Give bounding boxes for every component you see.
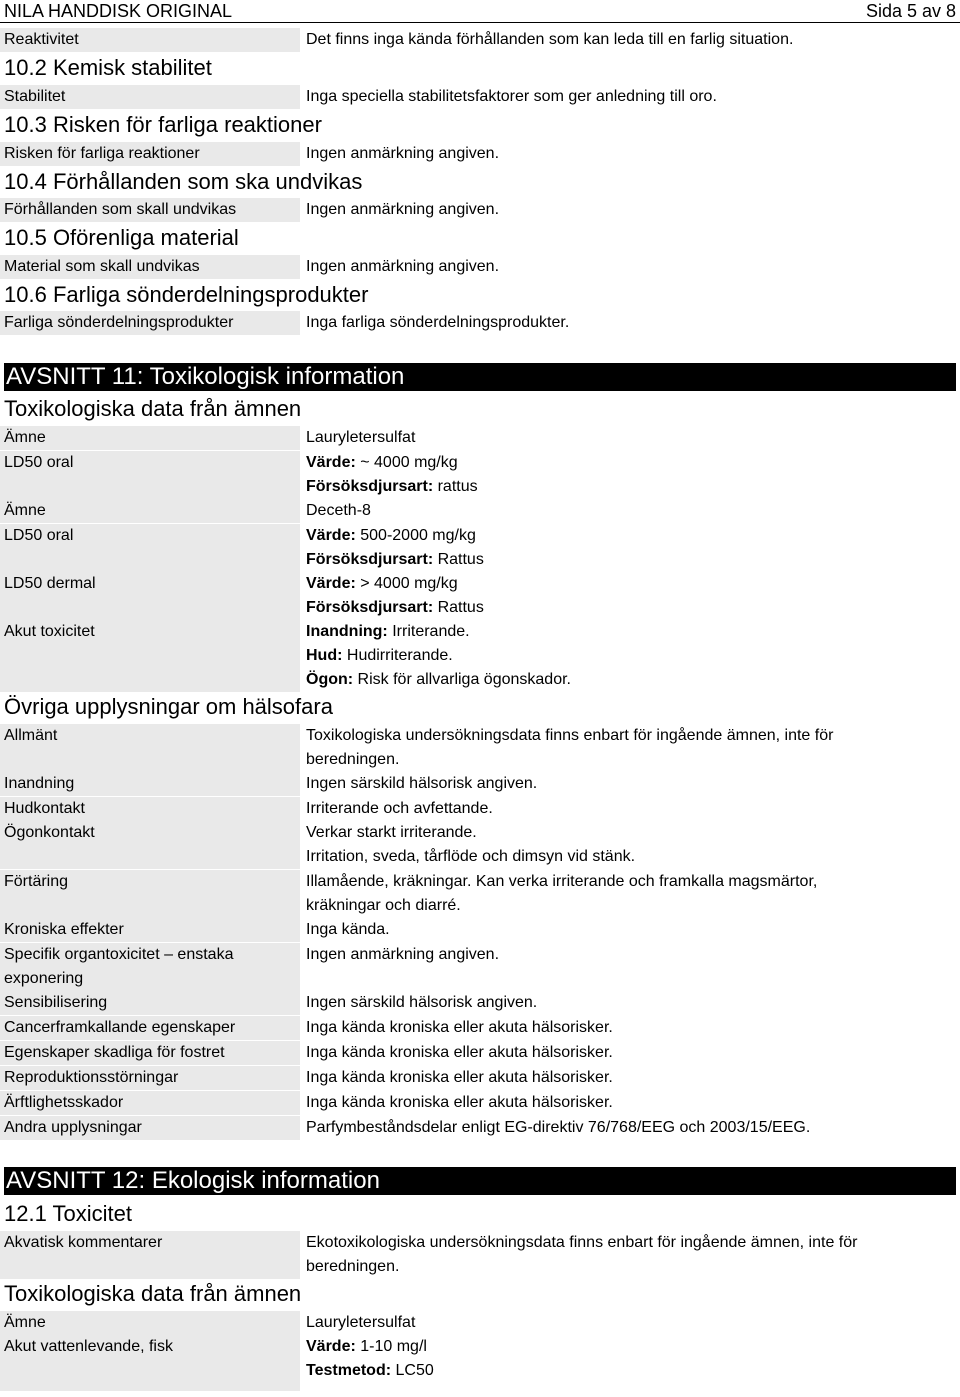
field-value: Irriterande och avfettande. (306, 800, 493, 817)
field-value: Värde: 500-2000 mg/kg Försöksdjursart: Rattus (306, 527, 484, 568)
subheading-tox-data: Toxikologiska data från ämnen (4, 396, 302, 421)
field-value: Inga kända kroniska eller akuta hälsorisker. (306, 1094, 613, 1111)
field-label: Material som skall undvikas (0, 255, 300, 279)
subheading-health-info: Övriga upplysningar om hälsofara (4, 694, 333, 719)
heading-10-6: 10.6 Farliga sönderdelningsprodukter (4, 282, 369, 307)
field-value: Inga kända kroniska eller akuta hälsorisker. (306, 1044, 613, 1061)
field-value: Inga speciella stabilitetsfaktorer som ger anledning till oro. (306, 88, 717, 105)
field-label: Förhållanden som skall undvikas (0, 198, 300, 222)
field-label: Ämne (0, 499, 300, 523)
field-label: LD50 dermal (0, 572, 300, 620)
field-value: Deceth-8 (306, 502, 371, 519)
field-value: Det finns inga kända förhållanden som kan leda till en farlig situation. (306, 31, 794, 48)
heading-10-5: 10.5 Oförenliga material (4, 225, 239, 250)
heading-10-2: 10.2 Kemisk stabilitet (4, 55, 212, 80)
section-12-banner (4, 1167, 956, 1195)
heading-10-3: 10.3 Risken för farliga reaktioner (4, 112, 322, 137)
field-value: Värde: 1-10 mg/l Testmetod: LC50 (306, 1338, 434, 1379)
field-label: Hudkontakt (0, 797, 300, 821)
field-label: Akut toxicitet (0, 620, 300, 692)
field-label: Sensibilisering (0, 991, 300, 1015)
field-label: Allmänt (0, 724, 300, 772)
field-label: Kroniska effekter (0, 918, 300, 942)
field-value: Illamående, kräkningar. Kan verka irriterande och framkalla magsmärtor, kräkningar och diarré. (306, 873, 818, 914)
field-value: Ingen särskild hälsorisk angiven. (306, 994, 538, 1011)
field-label: LD50 oral (0, 451, 300, 499)
field-label: Andra upplysningar (0, 1116, 300, 1140)
field-label: Risken för farliga reaktioner (0, 142, 300, 166)
field-value: Lauryletersulfat (306, 1314, 416, 1331)
field-label: Ärftlighetsskador (0, 1091, 300, 1115)
field-label: Farliga sönderdelningsprodukter (0, 311, 300, 335)
field-label: LD50 oral (0, 524, 300, 572)
document-title: NILA HANDDISK ORIGINAL (4, 1, 233, 21)
field-value: Inga farliga sönderdelningsprodukter. (306, 314, 570, 331)
field-value: Värde: > 4000 mg/kg Försöksdjursart: Rattus (306, 575, 484, 616)
subheading-eco-tox-data: Toxikologiska data från ämnen (4, 1281, 302, 1306)
field-label: Cancerframkallande egenskaper (0, 1016, 300, 1040)
field-value: Inga kända kroniska eller akuta hälsorisker. (306, 1019, 613, 1036)
field-value: Ekotoxikologiska undersökningsdata finns enbart för ingående ämnen, inte för beredningen. (306, 1234, 858, 1275)
heading-10-4: 10.4 Förhållanden som ska undvikas (4, 169, 363, 194)
field-value: Lauryletersulfat (306, 429, 416, 446)
page-header (0, 0, 960, 23)
field-value: Ingen anmärkning angiven. (306, 145, 500, 162)
field-label: Akut vattenlevande, fisk (0, 1335, 300, 1391)
field-label: Specifik organtoxicitet – enstaka exponering (0, 943, 300, 991)
heading-12-1: 12.1 Toxicitet (4, 1201, 133, 1226)
field-value: Inga kända kroniska eller akuta hälsorisker. (306, 1069, 613, 1086)
page-number: Sida 5 av 8 (865, 1, 956, 21)
field-label: Inandning (0, 772, 300, 796)
field-value: Inga kända. (306, 921, 390, 938)
field-label: Ämne (0, 1311, 300, 1335)
field-label: Egenskaper skadliga för fostret (0, 1041, 300, 1065)
field-label: Reaktivitet (0, 28, 300, 52)
field-value: Ingen anmärkning angiven. (306, 201, 500, 218)
field-value: Toxikologiska undersökningsdata finns enbart för ingående ämnen, inte för beredningen. (306, 727, 834, 768)
section-11-banner (4, 363, 956, 391)
field-value: Ingen anmärkning angiven. (306, 258, 500, 275)
field-value: Värde: ~ 4000 mg/kg Försöksdjursart: rattus (306, 454, 478, 495)
field-value: Ingen särskild hälsorisk angiven. (306, 775, 538, 792)
field-label: Reproduktionsstörningar (0, 1066, 300, 1090)
section-title: AVSNITT 11: Toxikologisk information (6, 363, 405, 390)
field-label: Stabilitet (0, 85, 300, 109)
field-value: Ingen anmärkning angiven. (306, 946, 500, 963)
field-label: Förtäring (0, 870, 300, 918)
field-value: Inandning: Irriterande. Hud: Hudirriterande. Ögon: Risk för allvarliga ögonskador. (306, 623, 571, 688)
field-label: Ämne (0, 426, 300, 450)
field-value: Parfymbeståndsdelar enligt EG-direktiv 76/768/EEG och 2003/15/EEG. (306, 1119, 811, 1136)
field-label: Ögonkontakt (0, 821, 300, 869)
field-value: Verkar starkt irriterande. Irritation, sveda, tårflöde och dimsyn vid stänk. (306, 824, 636, 865)
section-title: AVSNITT 12: Ekologisk information (6, 1167, 380, 1194)
field-label: Akvatisk kommentarer (0, 1231, 300, 1279)
